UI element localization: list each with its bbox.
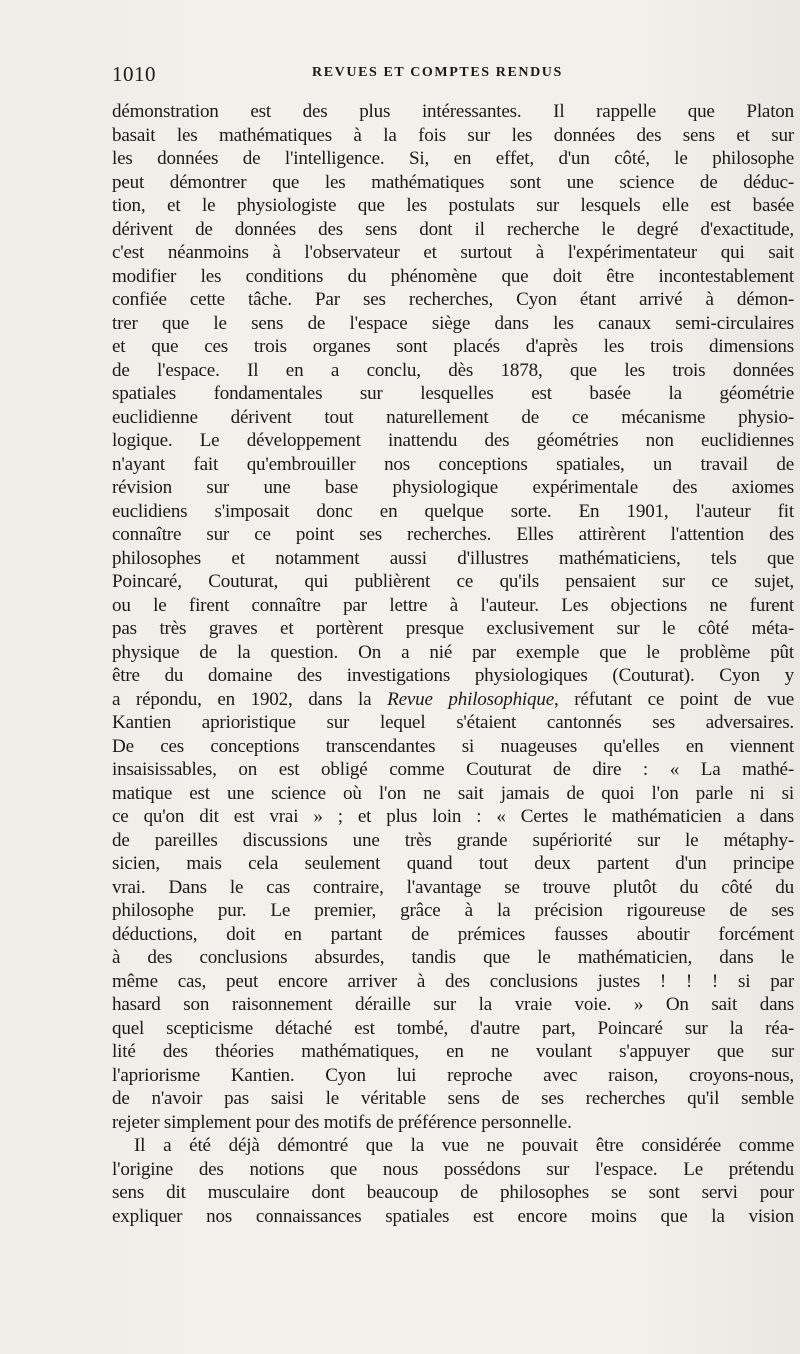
text-line: physique de la question. On a nié par exemple que le problème pût [112, 641, 794, 663]
text-line: philosophes et notamment aussi d'illustres mathématiciens, tels que [112, 547, 794, 569]
text-line: Kantien aprioristique sur lequel s'étaient cantonnés ses adversaires. [112, 712, 794, 733]
text-line: De ces conceptions transcendantes si nuageuses qu'elles en viennent [112, 735, 794, 757]
text-line: connaître sur ce point ses recherches. Elles attirèrent l'attention des [112, 524, 794, 545]
text-line: sicien, mais cela seulement quand tout deux partent d'un principe [112, 853, 794, 874]
text-line: insaisissables, on est obligé comme Couturat de dire : « La mathé- [112, 759, 794, 780]
text-line: de n'avoir pas saisi le véritable sens de ses recherches qu'il semble [112, 1088, 794, 1109]
text-line: ce qu'on dit est vrai » ; et plus loin : « Certes le mathématicien a dans [112, 806, 794, 827]
running-head [112, 62, 702, 90]
text-line: peut démontrer que les mathématiques sont une science de déduc- [112, 171, 794, 193]
journal-title: REVUES ET COMPTES RENDUS [312, 65, 563, 80]
text-line: spatiales fondamentales sur lesquelles est basée la géométrie [112, 383, 794, 404]
text-line-revue [112, 688, 794, 712]
text-line: c'est néanmoins à l'observateur et surtout à l'expérimentateur qui sait [112, 242, 794, 263]
text-line: confiée cette tâche. Par ses recherches, Cyon étant arrivé à démon- [112, 289, 794, 310]
journal-reference: Revue philosophique [387, 688, 554, 710]
body-text [112, 100, 794, 1228]
text-line: logique. Le développement inattendu des géométries non euclidiennes [112, 430, 794, 451]
text-line: à des conclusions absurdes, tandis que le mathématicien, dans le [112, 947, 794, 968]
text-line: de l'espace. Il en a conclu, dès 1878, que les trois données [112, 359, 794, 381]
text-line: hasard son raisonnement déraille sur la vraie voie. » On sait dans [112, 994, 794, 1015]
text-line: Il a été déjà démontré que la vue ne pouvait être considérée comme [134, 1135, 794, 1156]
text-segment: a répondu, en 1902, dans la [112, 688, 388, 710]
text-line: Poincaré, Couturat, qui publièrent ce qu'ils pensaient sur ce sujet, [112, 571, 794, 592]
text-line: les données de l'intelligence. Si, en effet, d'un côté, le philosophe [112, 148, 794, 169]
text-line: euclidienne dérivent tout naturellement de ce mécanisme physio- [112, 406, 794, 428]
text-line: l'apriorisme Kantien. Cyon lui reproche avec raison, croyons-nous, [112, 1064, 794, 1086]
text-line: trer que le sens de l'espace siège dans les canaux semi-circulaires [112, 312, 794, 334]
text-line: et que ces trois organes sont placés d'après les trois dimensions [112, 336, 794, 357]
page-number: 1010 [112, 62, 156, 86]
text-line: modifier les conditions du phénomène que doit être incontestablement [112, 265, 794, 287]
paragraph-2 [112, 1134, 794, 1228]
text-line: révision sur une base physiologique expérimentale des axiomes [112, 477, 794, 498]
text-line: n'ayant fait qu'embrouiller nos conceptions spatiales, un travail de [112, 453, 794, 475]
text-line: vrai. Dans le cas contraire, l'avantage se trouve plutôt du côté du [112, 876, 794, 898]
text-line: de pareilles discussions une très grande supériorité sur le métaphy- [112, 829, 794, 851]
text-line: dérivent de données des sens dont il recherche le degré d'exactitude, [112, 218, 794, 240]
text-line: déductions, doit en partant de prémices fausses aboutir forcément [112, 923, 794, 945]
text-segment: , réfutant ce point de vue [554, 688, 794, 710]
text-line: l'origine des notions que nous possédons sur l'espace. Le prétendu [112, 1158, 794, 1180]
text-line: matique est une science où l'on ne sait jamais de quoi l'on parle ni si [112, 782, 794, 804]
text-line: rejeter simplement pour des motifs de préférence personnelle. [112, 1111, 572, 1133]
text-line: être du domaine des investigations physiologiques (Couturat). Cyon y [112, 665, 794, 686]
text-line: euclidiens s'imposait donc en quelque sorte. En 1901, l'auteur fit [112, 500, 794, 522]
text-line: pas très graves et portèrent presque exclusivement sur le côté méta- [112, 618, 794, 639]
text-line: tion, et le physiologiste que les postulats sur lesquels elle est basée [112, 195, 794, 216]
text-line: même cas, peut encore arriver à des conclusions justes ! ! ! si par [112, 970, 794, 992]
text-line: démonstration est des plus intéressantes. Il rappelle que Platon [112, 101, 794, 122]
text-line: ou le firent connaître par lettre à l'auteur. Les objections ne furent [112, 594, 794, 616]
text-line: basait les mathématiques à la fois sur les données des sens et sur [112, 124, 794, 146]
text-line: sens dit musculaire dont beaucoup de philosophes se sont servi pour [112, 1182, 794, 1203]
text-line: philosophe pur. Le premier, grâce à la précision rigoureuse de ses [112, 900, 794, 921]
paragraph-1 [112, 100, 794, 1134]
text-line: quel scepticisme détaché est tombé, d'autre part, Poincaré sur la réa- [112, 1017, 794, 1039]
text-line: lité des théories mathématiques, en ne voulant s'appuyer que sur [112, 1041, 794, 1062]
text-line: expliquer nos connaissances spatiales est encore moins que la vision [112, 1205, 794, 1227]
